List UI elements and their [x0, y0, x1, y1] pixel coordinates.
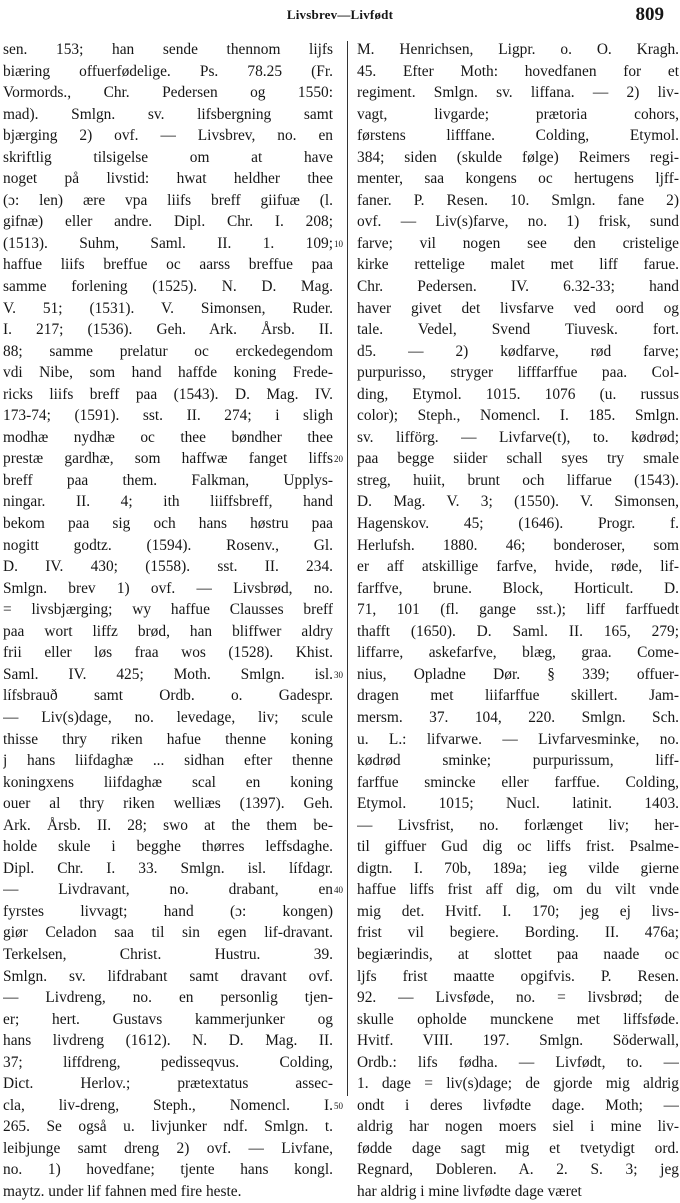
- line-number: 10: [334, 238, 343, 249]
- text-line: Herlufsh. 1880. 46; bonderoser, som: [357, 536, 679, 554]
- text-line: Smlgn. sv. lifdrabant samt dravant ovf.: [3, 967, 333, 985]
- text-line: ljfs frist maatte opgifvis. P. Resen.: [357, 967, 679, 985]
- text-line: Hvitf. VIII. 197. Smlgn. Söderwall,: [357, 1032, 679, 1050]
- text-line: color); Steph., Nomencl. I. 185. Smlgn.: [357, 407, 679, 425]
- text-line: = livsbjærging; wy haffue Clausses breff: [3, 601, 333, 619]
- text-line: koningxens liifdaghæ scal en koning: [3, 773, 333, 791]
- text-line: farffve, brune. Block, Horticult. D.: [357, 579, 679, 597]
- text-line: hans livdreng (1612). N. D. Mag. II.: [3, 1032, 333, 1050]
- text-line: streg, huiit, brunt och liffarue (1543).: [357, 471, 679, 489]
- text-line: Smlgn. brev 1) ovf. — Livsbrød, no.: [3, 579, 333, 597]
- text-line: sen. 153; han sende thennom lijfs: [3, 41, 333, 58]
- page-number: 809: [635, 4, 664, 25]
- text-line: cla, liv-dreng, Steph., Nomencl. I.: [3, 1096, 333, 1114]
- text-line: kødrød sminke; purpurissum, liff-: [357, 752, 679, 770]
- text-line: frist vil begiere. Bording. II. 476a;: [357, 924, 679, 942]
- text-line: Vormords., Chr. Pedersen og 1550:: [3, 84, 333, 102]
- text-line: purpurisso, stryger lifffarffue paa. Col-: [357, 364, 679, 382]
- text-line: (1513). Suhm, Saml. II. 1. 109;: [3, 234, 333, 252]
- text-line: 37; liffdreng, pedisseqvus. Colding,: [3, 1053, 333, 1071]
- text-line: — Livdravant, no. drabant, en: [3, 881, 333, 899]
- text-line: fyrstes livvagt; hand (ɔ: kongen): [3, 902, 333, 920]
- running-head: Livsbrev—Livfødt: [286, 7, 394, 22]
- text-line: menter, saa kongens oc hertugens ljff-: [357, 170, 679, 188]
- text-line: D. IV. 430; (1558). sst. II. 234.: [3, 558, 333, 576]
- text-line: — Livdreng, no. en personlig tjen-: [3, 989, 333, 1007]
- text-line: 71, 101 (fl. gange sst.); liff farffuedt: [357, 601, 679, 619]
- text-line: Chr. Pedersen. IV. 6.32-33; hand: [357, 278, 679, 296]
- text-line: 45. Efter Moth: hovedfanen for et: [357, 62, 679, 80]
- line-number: 30: [334, 669, 343, 680]
- text-line: ding, Etymol. 1015. 1076 (u. russus: [357, 385, 679, 403]
- text-line: giør Celadon saa til sin egen lif-dravant.: [3, 924, 333, 942]
- text-line: liffarre, askefarfve, blæg, graa. Come-: [357, 644, 679, 662]
- column-divider: [347, 41, 348, 1096]
- text-line: har aldrig i mine livfødte dage været: [357, 1182, 582, 1200]
- text-line: faner. P. Resen. 10. Smlgn. fane 2): [357, 191, 679, 209]
- text-line: nius, Opladne Dør. § 339; offuer-: [357, 665, 679, 683]
- text-line: paa begge siider schall syes try smale: [357, 450, 679, 468]
- text-line: regiment. Smlgn. sv. liffana. — 2) liv-: [357, 84, 679, 102]
- page-header: [0, 4, 680, 32]
- text-line: 92. — Livsføde, no. = livsbrød; de: [357, 989, 679, 1007]
- text-line: u. L.: lifvarwe. — Livfarvesminke, no.: [357, 730, 679, 748]
- text-line: biæring offuerfødelige. Ps. 78.25 (Fr.: [3, 62, 333, 80]
- text-line: kirke rettelige malet met liff farue.: [357, 256, 679, 274]
- text-line: skriftlig tilsigelse om at have: [3, 148, 333, 166]
- text-line: — Livsfrist, no. forlænget liv; her-: [357, 816, 679, 834]
- text-line: gifnæ) eller andre. Dipl. Chr. I. 208;: [3, 213, 333, 231]
- text-line: j hans liifdaghæ ... sidhan efter thenne: [3, 752, 333, 770]
- text-line: 88; samme prelatur oc erckedegendom: [3, 342, 333, 360]
- text-line: Dipl. Chr. I. 33. Smlgn. isl. lífdagr.: [3, 859, 333, 877]
- text-line: paa wort liffz brød, han bliffwer aldry: [3, 622, 333, 640]
- text-line: sv. lifförg. — Livfarve(t), to. kødrød;: [357, 428, 679, 446]
- text-line: prestæ gardhæ, som haffwæ fanget liffs: [3, 450, 333, 468]
- text-line: M. Henrichsen, Ligpr. o. O. Kragh.: [357, 41, 679, 58]
- text-line: thafft (1650). D. Saml. II. 165, 279;: [357, 622, 679, 640]
- text-line: nogitt godtz. (1594). Rosenv., Gl.: [3, 536, 333, 554]
- text-line: holde skule i begghe thørres leffsdaghe.: [3, 838, 333, 856]
- text-line: d5. — 2) kødfarve, rød farve;: [357, 342, 679, 360]
- text-line: begiærindis, at slottet paa naade oc: [357, 945, 679, 963]
- text-line: Ark. Årsb. II. 28; swo at the them be-: [3, 816, 333, 834]
- text-line: leibjunge samt dreng 2) ovf. — Livfane,: [3, 1139, 333, 1157]
- text-line: Regnard, Dobleren. A. 2. S. 3; jeg: [357, 1161, 679, 1179]
- right-column: [357, 39, 679, 1203]
- text-line: frii eller løs fraa wos (1528). Khist.: [3, 644, 333, 662]
- text-line: thisse thry riken hafue thenne koning: [3, 730, 333, 748]
- text-line: 265. Se også u. livjunker ndf. Smlgn. t.: [3, 1118, 333, 1136]
- text-line: ouer al thry riken welliæs (1397). Geh.: [3, 795, 333, 813]
- text-line: bjærging 2) ovf. — Livsbrev, no. en: [3, 127, 333, 145]
- line-number: 20: [334, 454, 343, 465]
- text-line: ovf. — Liv(s)farve, no. 1) frisk, sund: [357, 213, 679, 231]
- text-line: mad). Smlgn. sv. lifsbergning samt: [3, 105, 333, 123]
- text-line: — Liv(s)dage, no. levedage, liv; scule: [3, 708, 333, 726]
- text-line: aldrig har nogen moers siel i mine liv-: [357, 1118, 679, 1136]
- text-line: fødde dage sagt mig et tvetydigt ord.: [357, 1139, 679, 1157]
- text-line: Dict. Herlov.; prætextatus assec-: [3, 1075, 333, 1093]
- text-line: vagt, livgarde; prætoria cohors,: [357, 105, 679, 123]
- text-line: samme forlening (1525). N. D. Mag.: [3, 278, 333, 296]
- text-line: Hagenskov. 45; (1646). Progr. f.: [357, 515, 679, 533]
- text-line: tale. Vedel, Svend Tiuvesk. fort.: [357, 321, 679, 339]
- text-line: no. 1) hovedfane; tjente hans kongl.: [3, 1161, 333, 1179]
- text-line: digtn. I. 70b, 189a; ieg vilde gierne: [357, 859, 679, 877]
- text-line: D. Mag. V. 3; (1550). V. Simonsen,: [357, 493, 679, 511]
- text-line: haver givet det livsfarve ved oord og: [357, 299, 679, 317]
- text-line: er aff atskillige farfve, hvide, røde, lif-: [357, 558, 679, 576]
- text-line: Saml. IV. 425; Moth. Smlgn. isl.: [3, 665, 333, 683]
- text-line: 384; siden (skulde følge) Reimers regi-: [357, 148, 679, 166]
- text-line: 173-74; (1591). sst. II. 274; i sligh: [3, 407, 333, 425]
- line-number: 50: [334, 1100, 343, 1111]
- text-line: er; hert. Gustavs kammerjunker og: [3, 1010, 333, 1028]
- text-line: ningar. II. 4; ith liiffsbreff, hand: [3, 493, 333, 511]
- text-line: Ordb.: lifs fødha. — Livfødt, to. —: [357, 1053, 679, 1071]
- left-column: [3, 39, 333, 1203]
- text-line: førstens lifffane. Colding, Etymol.: [357, 127, 679, 145]
- text-line: 1. dage = liv(s)dage; de gjorde mig aldrig: [357, 1075, 679, 1093]
- text-line: maytz. under lif fahnen med fire heste.: [3, 1182, 242, 1200]
- text-line: (ɔ: len) ære vpa liifs breff giifuæ (l.: [3, 191, 333, 209]
- text-line: farffue smincke eller farffue. Colding,: [357, 773, 679, 791]
- text-line: Terkelsen, Christ. Hustru. 39.: [3, 945, 333, 963]
- text-line: til giffuer Gud dig oc liffs frist. Psalme-: [357, 838, 679, 856]
- text-line: farve; vil nogen see den cristelige: [357, 234, 679, 252]
- text-line: bekom paa sig och hans høstru paa: [3, 515, 333, 533]
- text-line: noget på livstid: hwat heldher thee: [3, 170, 333, 188]
- text-line: breff paa them. Falkman, Upplys-: [3, 471, 333, 489]
- text-line: skulle opholde munckene met liffsføde.: [357, 1010, 679, 1028]
- line-number: 40: [334, 885, 343, 896]
- text-line: dragen met liifarffue skillert. Jam-: [357, 687, 679, 705]
- text-line: lífsbrauð samt Ordb. o. Gadespr.: [3, 687, 333, 705]
- text-line: haffue liifs breffue oc aarss breffue paa: [3, 256, 333, 274]
- text-line: mig det. Hvitf. I. 170; jeg ej livs-: [357, 902, 679, 920]
- text-line: vdi Nibe, som hand haffde koning Frede-: [3, 364, 333, 382]
- text-line: modhæ nydhæ oc thee bøndher thee: [3, 428, 333, 446]
- text-line: ondt i deres livfødte dage. Moth; —: [357, 1096, 679, 1114]
- text-line: I. 217; (1536). Geh. Ark. Årsb. II.: [3, 321, 333, 339]
- text-line: V. 51; (1531). V. Simonsen, Ruder.: [3, 299, 333, 317]
- text-line: haffue liffs frist aff dig, om du vilt vnde: [357, 881, 679, 899]
- text-line: mersm. 37. 104, 220. Smlgn. Sch.: [357, 708, 679, 726]
- text-line: Etymol. 1015; Nucl. latinit. 1403.: [357, 795, 679, 813]
- text-line: ricks liifs breff paa (1543). D. Mag. IV.: [3, 385, 333, 403]
